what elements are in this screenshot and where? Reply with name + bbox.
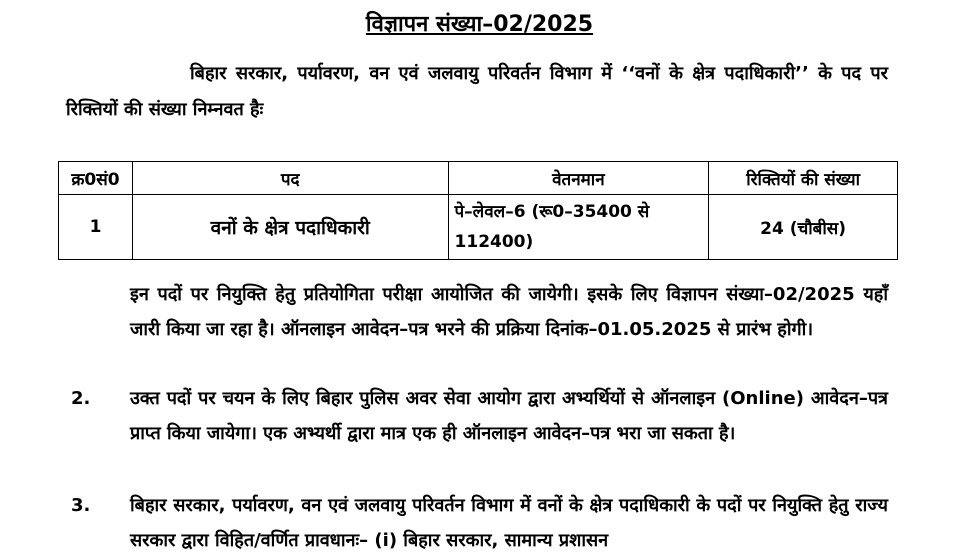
table-row bbox=[59, 195, 898, 260]
list-item: उक्त पदों पर चयन के लिए बिहार पुलिस अवर सेवा आयोग द्वारा अभ्यर्थियों से ऑनलाइन (Online) आवेदन–पत्र प्राप्त किया जायेगा। एक अभ्यर्थी द्वारा मात्र एक ही ऑनलाइन आवेदन–पत्र भरा जा सकता है। bbox=[130, 388, 888, 444]
cell-vacancies: 24 (चौबीस) bbox=[709, 195, 898, 260]
cell-post: वनों के क्षेत्र पदाधिकारी bbox=[132, 195, 448, 260]
header-serial: क्र0सं0 bbox=[59, 162, 133, 195]
list-item-number: 2. bbox=[71, 388, 91, 409]
advertisement-title: विज्ञापन संख्या–02/2025 bbox=[365, 12, 594, 37]
vacancy-table bbox=[58, 161, 898, 260]
list-item: बिहार सरकार, पर्यावरण, वन एवं जलवायु परिवर्तन विभाग में वनों के क्षेत्र पदाधिकारी के पदों पर नियुक्ति हेतु राज्य सरकार द्वारा विहित/वर्णित प्रावधानः– (i) बिहार सरकार, सामान्य प्रशासन bbox=[130, 495, 888, 551]
header-vacancies: रिक्तियों की संख्या bbox=[709, 162, 898, 195]
table-header-row bbox=[59, 162, 898, 195]
list-item: इन पदों पर नियुक्ति हेतु प्रतियोगिता परीक्षा आयोजित की जायेगी। इसके लिए विज्ञापन संख्या–02/2025 यहाँ जारी किया जा रहा है। ऑनलाइन आवेदन–पत्र भरने की प्रक्रिया दिनांक–01.05.2025 से प्रारंभ होगी। bbox=[130, 284, 888, 340]
header-post: पद bbox=[132, 162, 448, 195]
cell-serial: 1 bbox=[59, 195, 133, 260]
intro-paragraph: बिहार सरकार, पर्यावरण, वन एवं जलवायु परिवर्तन विभाग में ‘‘वनों के क्षेत्र पदाधिकारी’’ के पद पर रिक्तियों की संख्या निम्नवत हैः bbox=[66, 63, 888, 120]
cell-pay-scale: पे–लेवल–6 (रू0–35400 से 112400) bbox=[448, 195, 709, 260]
header-pay-scale: वेतनमान bbox=[448, 162, 709, 195]
list-item-number: 3. bbox=[71, 495, 91, 516]
